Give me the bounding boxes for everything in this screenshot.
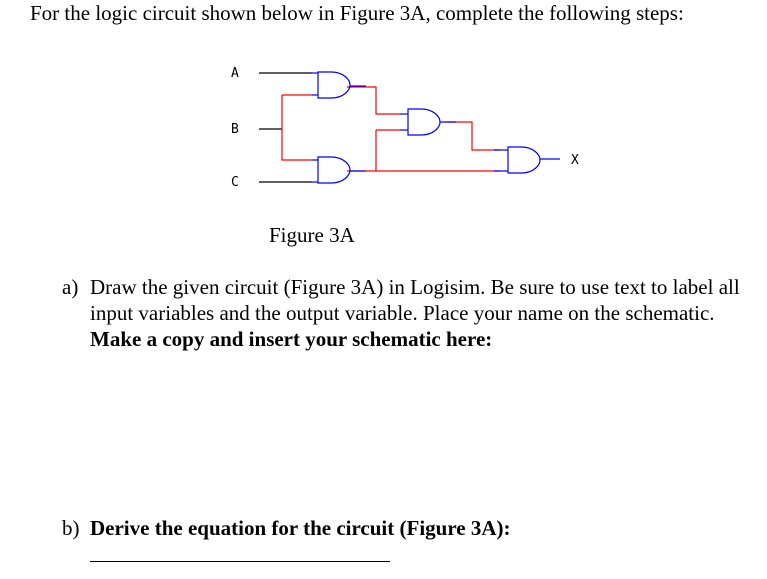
gate-4 xyxy=(494,147,560,173)
answer-blank-line xyxy=(90,541,390,562)
gate-1 xyxy=(312,72,366,98)
figure-caption: Figure 3A xyxy=(269,223,355,247)
input-label-c: C xyxy=(231,175,239,190)
question-b xyxy=(62,515,622,568)
input-wires xyxy=(259,73,312,182)
input-label-a: A xyxy=(231,66,239,81)
interconnect-wires xyxy=(282,87,500,171)
question-b-marker: b) xyxy=(62,516,80,540)
question-a xyxy=(62,274,752,352)
intro-text: For the logic circuit shown below in Figure 3A, complete the following steps: xyxy=(30,1,684,25)
gate-2 xyxy=(312,157,366,183)
input-label-b: B xyxy=(231,122,239,137)
question-a-marker: a) xyxy=(62,275,79,299)
question-a-text: Draw the given circuit (Figure 3A) in Logisim. Be sure to use text to label all input variables and the output variable. Place your name on the schematic. xyxy=(90,275,740,325)
output-label-x: X xyxy=(571,153,579,168)
gate-3 xyxy=(400,109,456,135)
question-a-bold-instruction: Make a copy and insert your schematic here: xyxy=(90,327,493,351)
question-b-text: Derive the equation for the circuit (Figure 3A): xyxy=(90,516,511,540)
